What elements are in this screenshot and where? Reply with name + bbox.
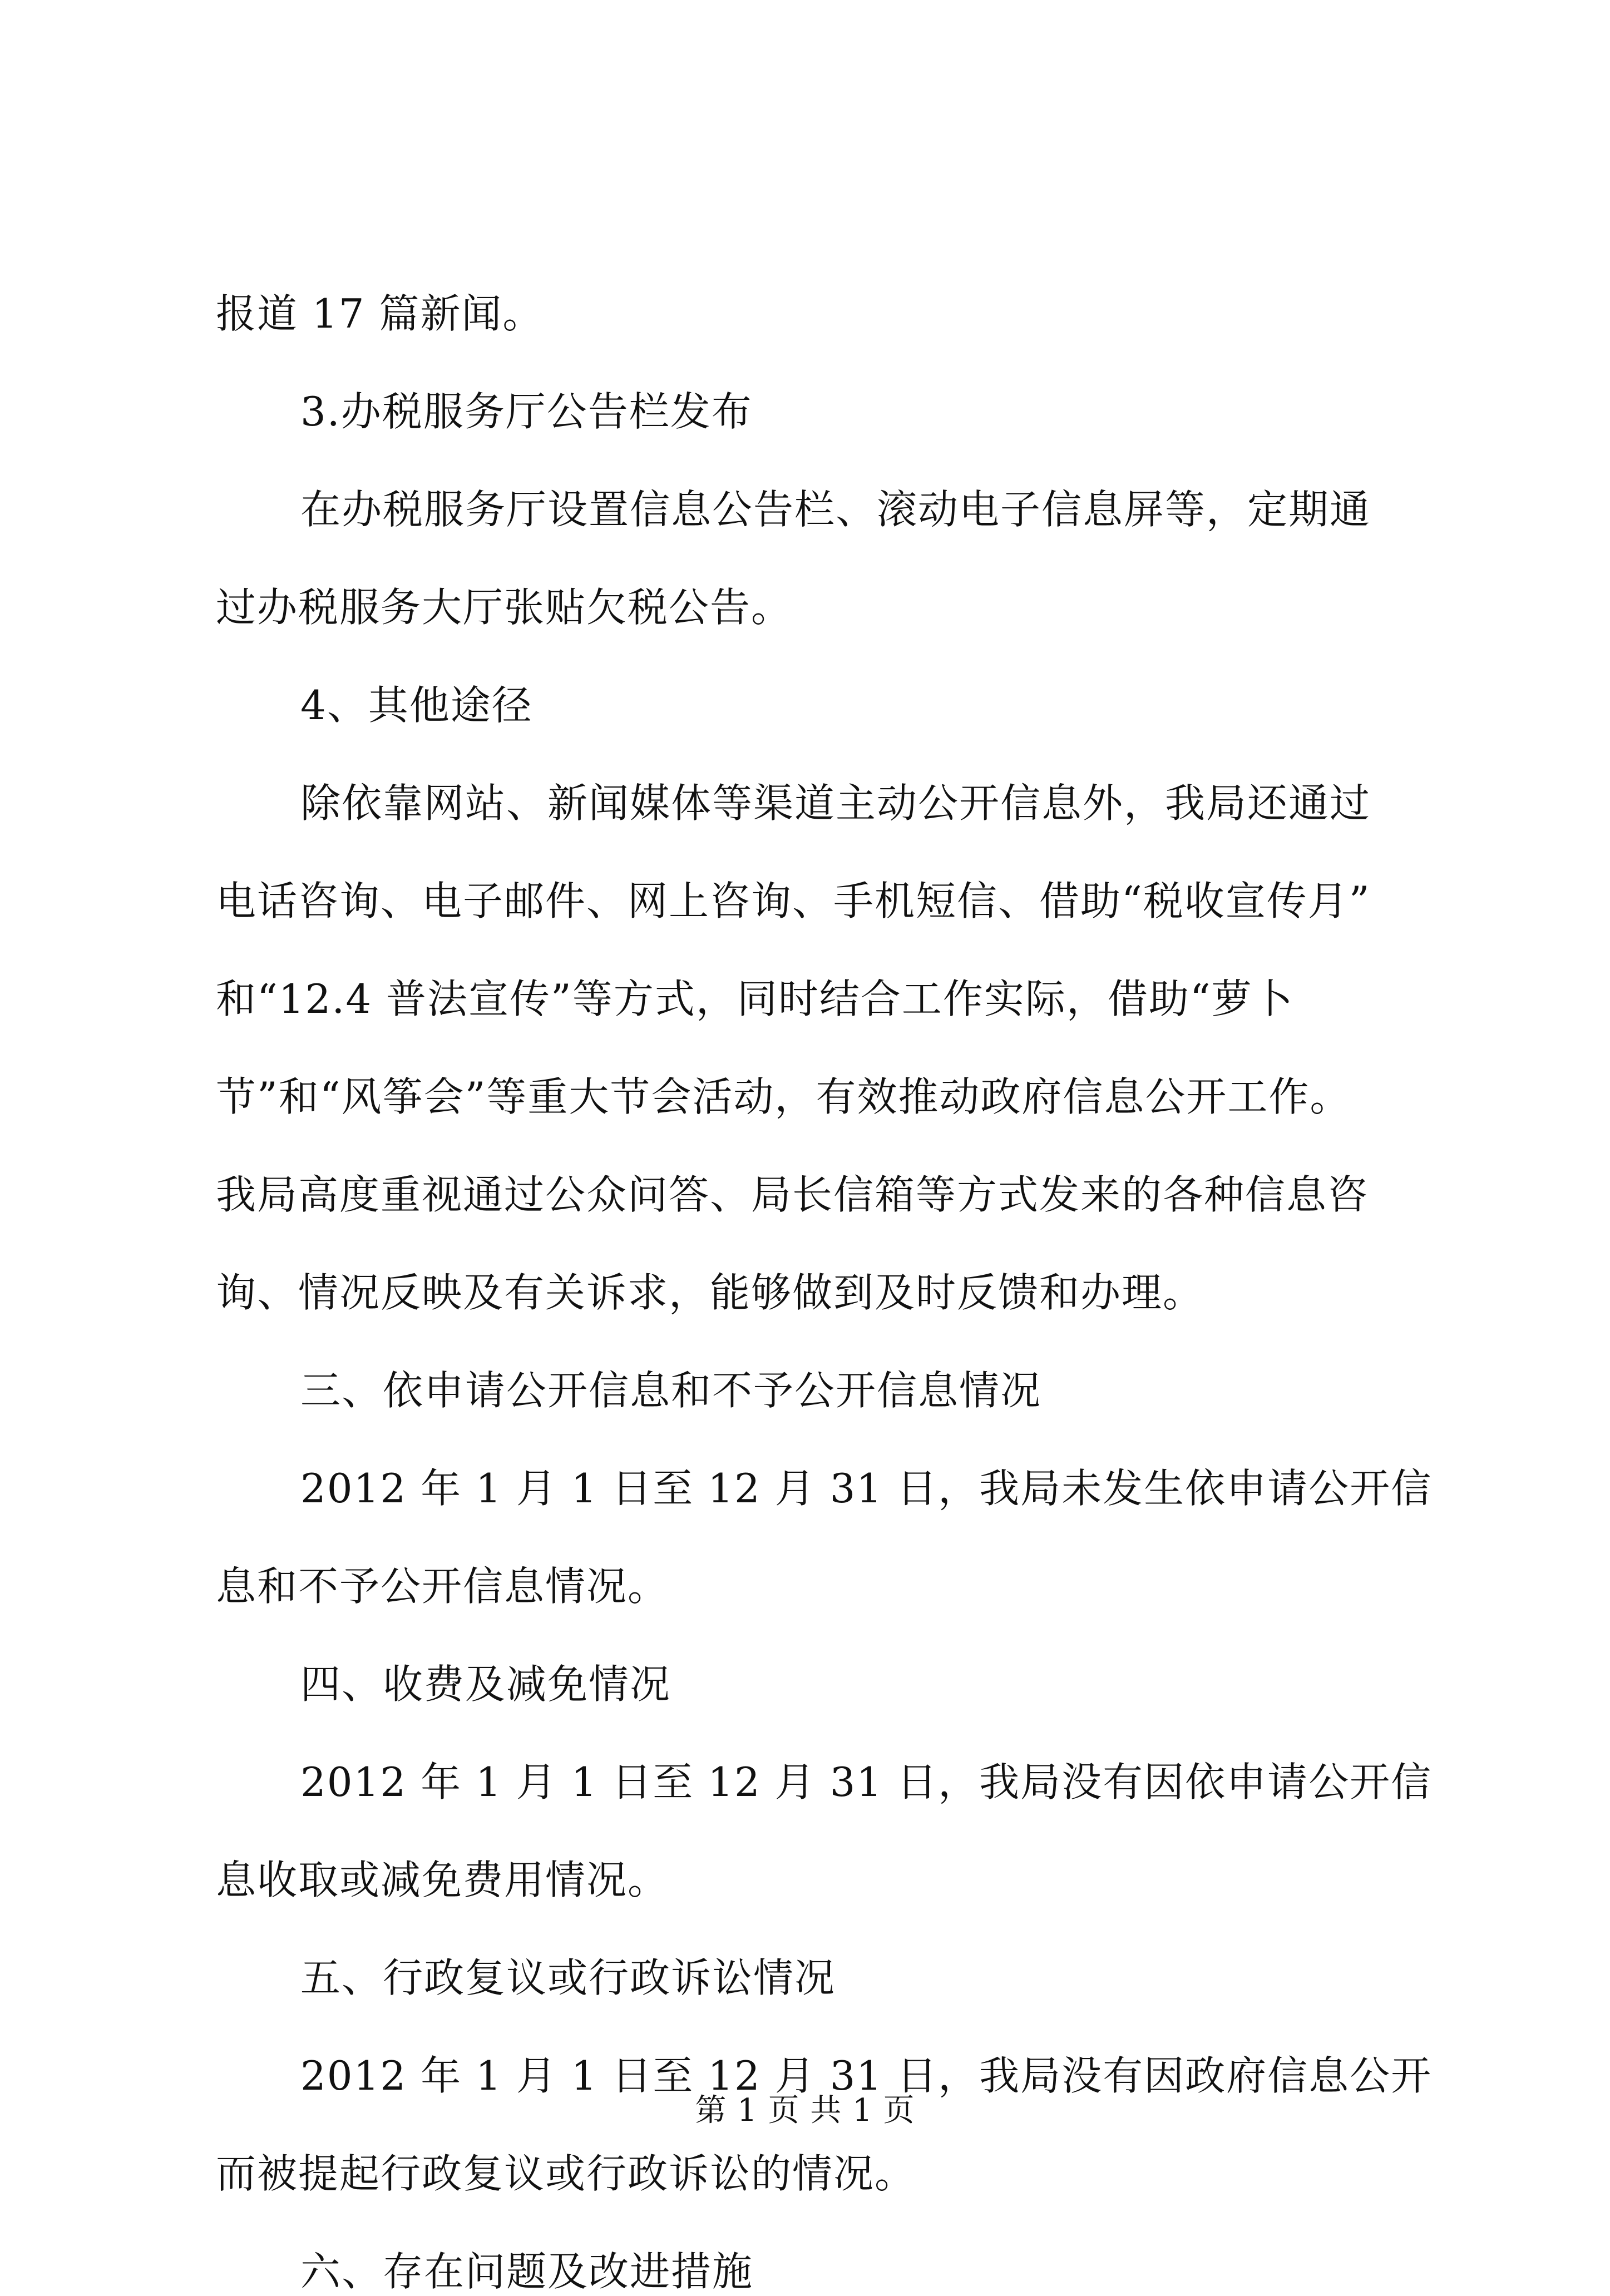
section-heading: 4、其他途径 [300, 682, 533, 729]
paragraph-line: 过办税服务大厅张贴欠税公告。 [216, 584, 793, 631]
section-heading: 六、存在问题及改进措施 [300, 2248, 754, 2295]
paragraph-line: 2012 年 1 月 1 日至 12 月 31 日，我局没有因依申请公开信 [300, 1759, 1433, 1805]
section-heading: 3.办税服务厅公告栏发布 [300, 388, 753, 435]
paragraph-line: 2012 年 1 月 1 日至 12 月 31 日，我局没有因政府信息公开 [300, 2052, 1433, 2099]
paragraph-line: 而被提起行政复议或行政诉讼的情况。 [216, 2150, 916, 2197]
section-heading: 三、依申请公开信息和不予公开信息情况 [300, 1367, 1042, 1414]
paragraph-line: 我局高度重视通过公众问答、局长信箱等方式发来的各种信息咨 [216, 1171, 1369, 1218]
paragraph-line: 和“12.4 普法宣传”等方式，同时结合工作实际，借助“萝卜 [216, 976, 1294, 1022]
paragraph-line: 电话咨询、电子邮件、网上咨询、手机短信、借助“税收宣传月” [216, 878, 1371, 924]
paragraph-line: 除依靠网站、新闻媒体等渠道主动公开信息外，我局还通过 [300, 780, 1371, 827]
paragraph-line: 息和不予公开信息情况。 [216, 1563, 669, 1610]
paragraph-line: 询、情况反映及有关诉求，能够做到及时反馈和办理。 [216, 1269, 1204, 1316]
paragraph-line: 息收取或减免费用情况。 [216, 1857, 669, 1903]
document-body [216, 289, 1433, 2296]
paragraph-line: 节”和“风筝会”等重大节会活动，有效推动政府信息公开工作。 [216, 1073, 1351, 1120]
paragraph-line: 在办税服务厅设置信息公告栏、滚动电子信息屏等，定期通 [300, 486, 1371, 533]
section-heading: 四、收费及减免情况 [300, 1661, 671, 1708]
text-line: 报道 17 篇新闻。 [216, 290, 544, 337]
page-number-footer: 第 1 页 共 1 页 [695, 2092, 915, 2129]
paragraph-line: 2012 年 1 月 1 日至 12 月 31 日，我局未发生依申请公开信 [300, 1465, 1433, 1512]
section-heading: 五、行政复议或行政诉讼情况 [300, 1954, 836, 2001]
